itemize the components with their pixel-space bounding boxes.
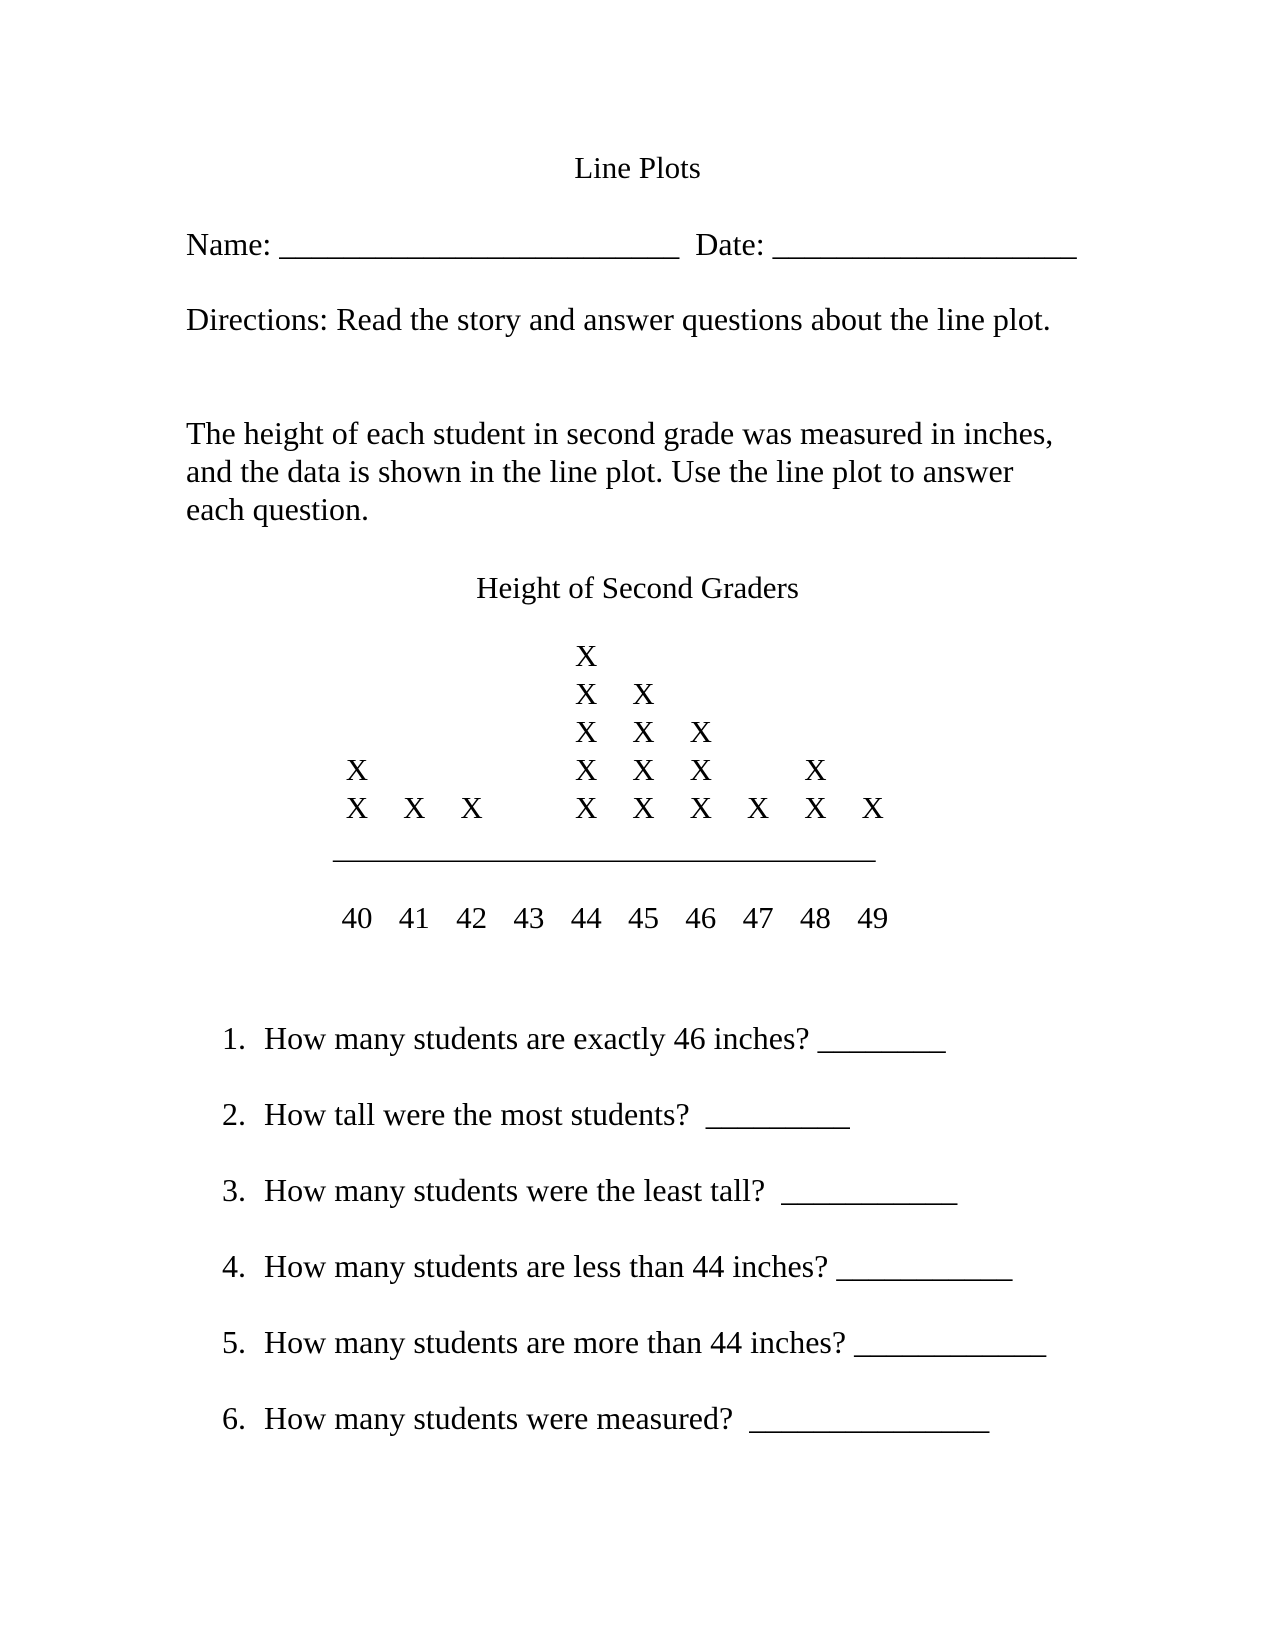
question-item [222,1172,1046,1248]
question-text: How many students are less than 44 inches? ___________ [264,1248,1013,1284]
page-title: Line Plots [574,150,701,185]
tick-label-42: 42 [456,900,488,935]
plot-mark-45-4: X [632,676,655,711]
question-number: 3. [222,1172,246,1208]
name-date-line: Name: _________________________ Date: ___________________ [186,226,1077,262]
plot-mark-49-1: X [861,790,884,825]
plot-mark-47-1: X [746,790,770,825]
question-item [222,1400,1046,1476]
tick-label-49: 49 [857,900,889,935]
plot-mark-44-1: X [575,790,598,825]
question-item [222,1324,1046,1400]
question-number: 4. [222,1248,246,1284]
plot-mark-45-2: X [632,752,655,787]
story-text: The height of each student in second grade was measured in inches, and the data is shown in the line plot. Use the line plot to answer each question. [186,415,1054,527]
plot-mark-46-1: X [689,790,712,825]
plot-mark-48-1: X [804,790,827,825]
plot-mark-44-2: X [575,752,598,787]
question-number: 2. [222,1096,246,1132]
plot-mark-42-1: X [460,790,483,825]
tick-label-45: 45 [628,900,659,935]
question-item [222,1096,1046,1172]
plot-mark-45-3: X [632,714,655,749]
plot-mark-40-1: X [345,790,369,825]
plot-mark-44-4: X [575,676,598,711]
question-text: How many students were measured? _______________ [264,1400,990,1436]
question-number: 1. [222,1020,246,1056]
plot-mark-45-1: X [632,790,655,825]
plot-mark-40-2: X [345,752,369,787]
plot-mark-46-2: X [689,752,712,787]
question-text: How tall were the most students? _________ [264,1096,850,1132]
chart-title: Height of Second Graders [476,570,799,605]
question-list [222,1020,1046,1476]
tick-label-48: 48 [799,900,831,935]
question-text: How many students are more than 44 inches? ____________ [264,1324,1047,1360]
directions-text: Directions: Read the story and answer questions about the line plot. [186,301,1051,337]
question-number: 5. [222,1324,246,1360]
question-item [222,1020,1046,1096]
plot-mark-41-1: X [403,790,426,825]
question-text: How many students are exactly 46 inches? ________ [264,1020,946,1056]
plot-mark-44-3: X [575,714,598,749]
tick-label-46: 46 [685,900,717,935]
question-number: 6. [222,1400,246,1436]
number-line-axis: ___________________________________ [333,830,876,865]
tick-label-43: 43 [513,900,545,935]
tick-label-44: 44 [570,900,602,935]
plot-mark-44-5: X [575,638,598,673]
question-text: How many students were the least tall? ___________ [264,1172,958,1208]
tick-label-40: 40 [341,900,373,935]
tick-label-41: 41 [398,900,430,935]
tick-label-47: 47 [742,900,774,935]
plot-mark-48-2: X [804,752,827,787]
question-item [222,1248,1046,1324]
plot-mark-46-3: X [689,714,712,749]
